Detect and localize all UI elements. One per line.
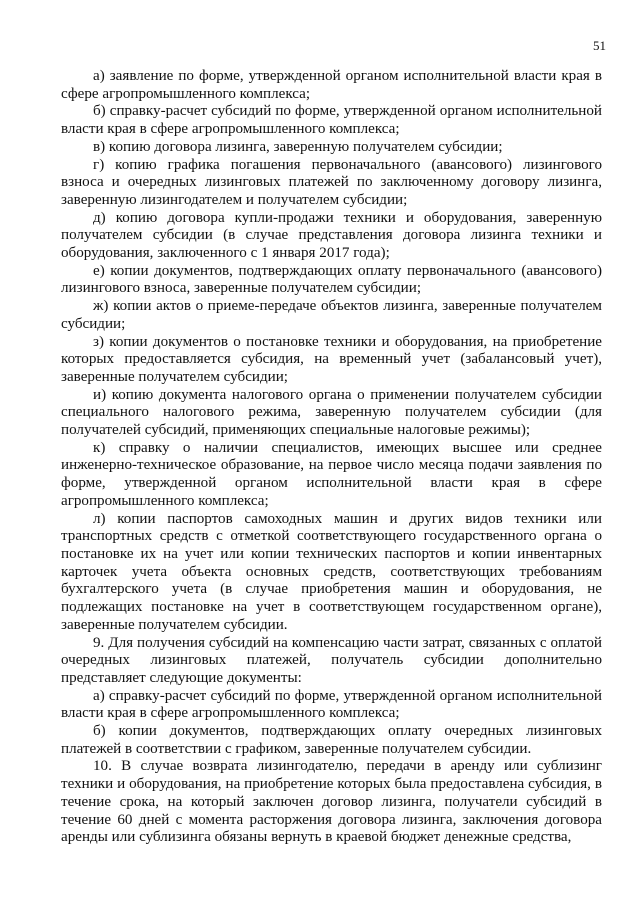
paragraph-9: 9. Для получения субсидий на компенсацию части затрат, связанных с оплатой очередных лизинговых платежей, получатель субсидии дополнительно представляет следующие документы: xyxy=(61,634,602,686)
paragraph-9b: б) копии документов, подтверждающих оплату очередных лизинговых платежей в соответствии с графиком, заверенные получателем субсидии. xyxy=(61,723,602,757)
paragraph-8i: и) копию документа налогового органа о применении получателем субсидии специального налогового режима, заверенную получателем субсидии (для получателей субсидий, применяющих специальные налоговые режимы); xyxy=(61,386,602,439)
paragraph-8z: з) копии документов о постановке техники и оборудования, на приобретение которых предоставляется субсидия, на временный учет (забалансовый учет), заверенные получателем субсидии; xyxy=(61,333,602,385)
paragraph-8k: к) справку о наличии специалистов, имеющих высшее или среднее инженерно-техническое образование, на первое число месяца подачи заявления по форме, утвержденной органом исполнительной власти края в сфере агропромышленного комплекса; xyxy=(61,439,602,509)
paragraph-8a: а) заявление по форме, утвержденной органом исполнительной власти края в сфере агропромышленного комплекса; xyxy=(61,68,602,102)
page-number: 51 xyxy=(593,38,606,53)
paragraph-8g: г) копию графика погашения первоначального (авансового) лизингового взноса и очередных лизинговых платежей по заключенному договору лизинга, заверенную лизингодателем и получателем субсидии; xyxy=(61,156,602,208)
paragraph-8v: в) копию договора лизинга, заверенную получателем субсидии; xyxy=(93,138,503,155)
paragraph-8d: д) копию договора купли-продажи техники и оборудования, заверенную получателем субсидии (в случае представления договора лизинга техники и оборудования, заключенного с 1 января 2017 года); xyxy=(61,209,602,262)
paragraph-8b: б) справку-расчет субсидий по форме, утвержденной органом исполнительной власти края в сфере агропромышленного комплекса; xyxy=(61,103,602,138)
paragraph-8zh: ж) копии актов о приеме-передаче объектов лизинга, заверенные получателем субсидии; xyxy=(61,298,602,332)
document-body xyxy=(61,68,602,847)
paragraph-8l: л) копии паспортов самоходных машин и других видов техники или транспортных средств с отметкой соответствующего государственного органа о постановке их на учет или копии технических паспортов и копии инвентарных карточек учета объекта основных средств, соответствующих требованиям бухгалтерского учета (в случае приобретения машин и оборудования, не подлежащих постановке на учет в соответствующем государственном органе), заверенные получателем субсидии. xyxy=(61,510,602,633)
paragraph-8e: е) копии документов, подтверждающих оплату первоначального (авансового) лизингового взноса, заверенные получателем субсидии; xyxy=(61,262,602,297)
paragraph-10: 10. В случае возврата лизингодателю, передачи в аренду или сублизинг техники и оборудования, на приобретение которых была предоставлена субсидия, в течение срока, на который заключен договор лизинга, получатели субсидий в течение 60 дней с момента расторжения договора лизинга, заключения договора аренды или сублизинга обязаны вернуть в краевой бюджет денежные средства, xyxy=(61,758,602,846)
paragraph-9a: а) справку-расчет субсидий по форме, утвержденной органом исполнительной власти края в сфере агропромышленного комплекса; xyxy=(61,687,602,722)
